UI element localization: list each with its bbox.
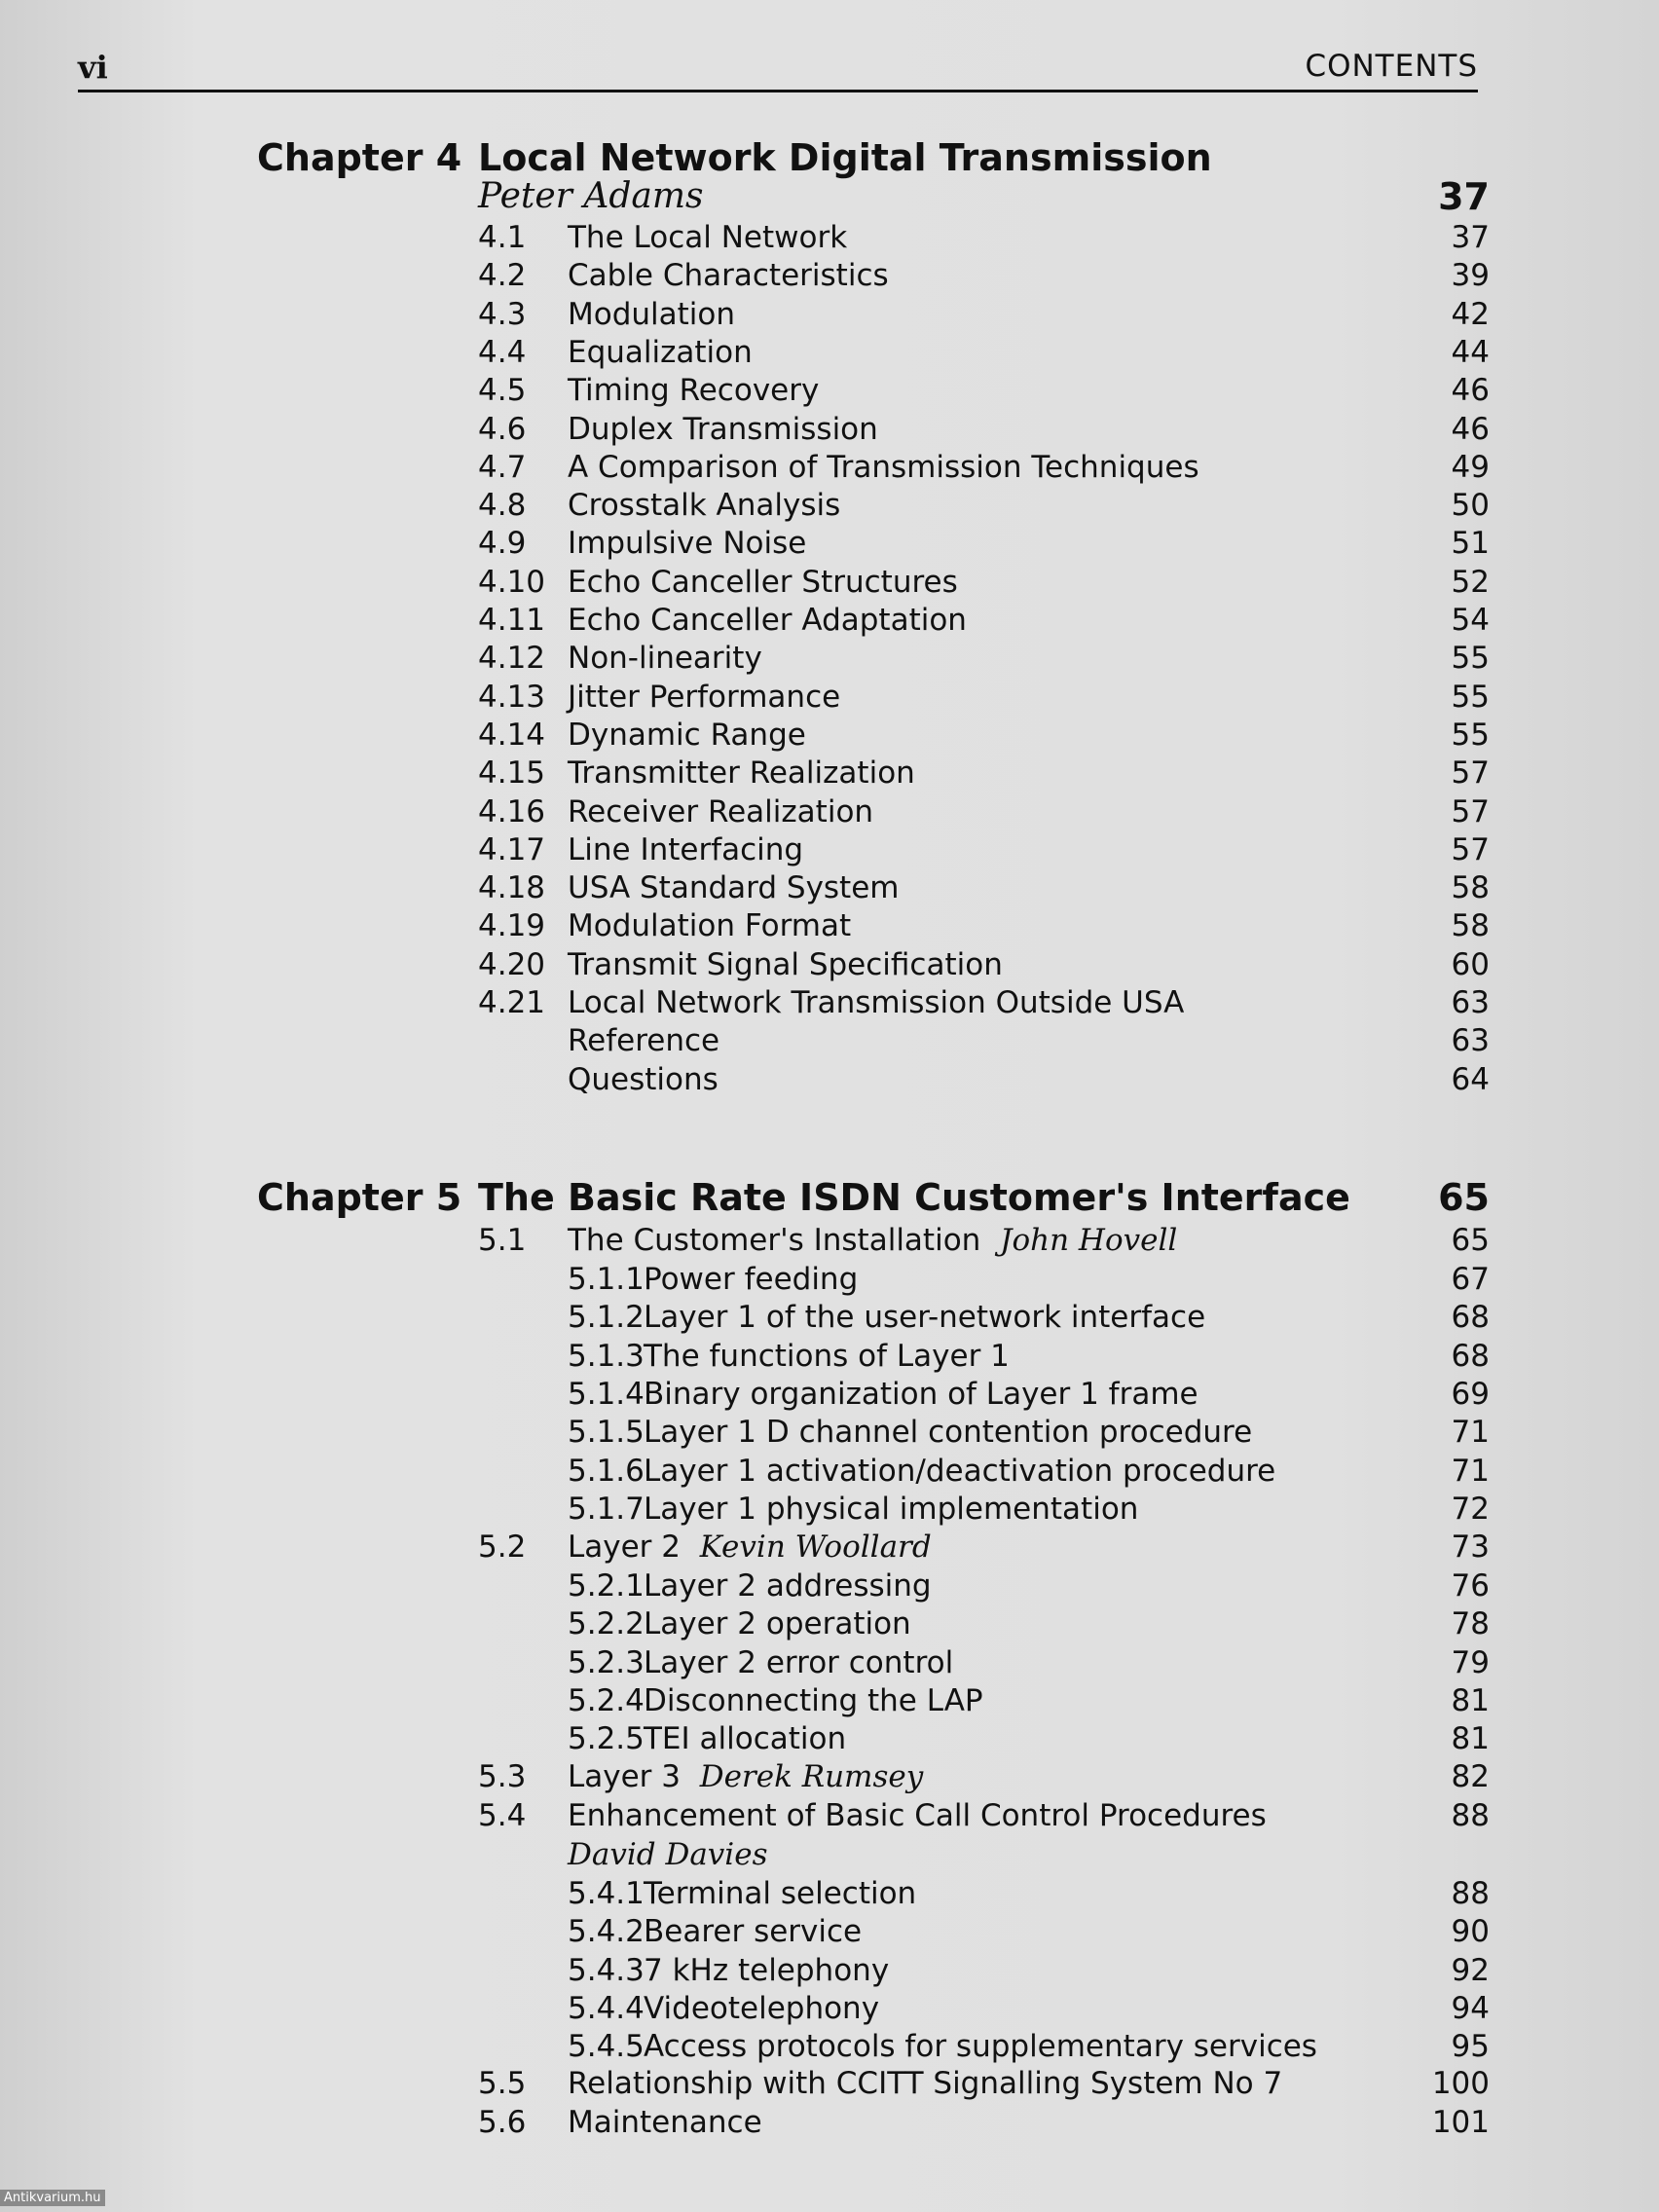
entry-page: 55 [1451, 641, 1490, 677]
entry-page: 52 [1451, 564, 1490, 600]
entry-page: 67 [1451, 1262, 1490, 1297]
entry-number: 5.5 [478, 2066, 527, 2101]
entry-page: 82 [1451, 1759, 1490, 1794]
toc-entry-author-row [0, 1835, 1659, 1874]
toc-subentry [0, 1874, 1659, 1913]
entry-title: Modulation [568, 296, 736, 332]
entry-title: Modulation Format [568, 908, 852, 944]
entry-number: 5.2.5 [568, 1721, 645, 1757]
toc-subentry [0, 1375, 1659, 1414]
toc-entry [0, 218, 1659, 257]
toc-entry [0, 716, 1659, 755]
entry-number: 5.4.5 [568, 2029, 645, 2065]
entry-title: Maintenance [568, 2105, 762, 2140]
toc-subentry [0, 1452, 1659, 1491]
entry-title: Bearer service [644, 1914, 863, 1950]
entry-title: Layer 2 Kevin Woollard [568, 1530, 932, 1565]
entry-page: 88 [1451, 1876, 1490, 1911]
entry-page: 65 [1451, 1223, 1490, 1258]
entry-page: 63 [1451, 985, 1490, 1020]
toc-entry [0, 2064, 1659, 2103]
entry-page: 94 [1451, 1990, 1490, 2026]
entry-title: Transmit Signal Specification [568, 946, 1003, 982]
entry-number: 4.2 [478, 258, 527, 294]
entry-page: 58 [1451, 908, 1490, 944]
entry-title: The Local Network [568, 220, 848, 255]
entry-title: Access protocols for supplementary services [644, 2029, 1317, 2065]
chapter-title: Local Network Digital Transmission [478, 136, 1212, 179]
chapter-page: 37 [1438, 175, 1490, 218]
entry-number: 4.5 [478, 373, 527, 409]
entry-title: Layer 1 D channel contention procedure [644, 1415, 1253, 1451]
entry-number: 4.3 [478, 296, 527, 332]
entry-page: 71 [1451, 1453, 1490, 1489]
entry-page: 68 [1451, 1300, 1490, 1336]
entry-title: Line Interfacing [568, 831, 804, 867]
entry-number: 4.1 [478, 220, 527, 255]
chapter-label: Chapter 5 [257, 1176, 462, 1219]
entry-page: 90 [1451, 1914, 1490, 1950]
toc-entry [0, 1221, 1659, 1260]
chapter-author-row [0, 177, 1659, 216]
entry-page: 88 [1451, 1798, 1490, 1833]
entry-title: Echo Canceller Adaptation [568, 603, 967, 638]
toc-subentry [0, 1643, 1659, 1682]
toc-entry [0, 410, 1659, 449]
entry-number: 4.19 [478, 908, 546, 944]
entry-title: Reference [568, 1023, 720, 1059]
entry-page: 71 [1451, 1415, 1490, 1451]
entry-title: A Comparison of Transmission Techniques [568, 449, 1199, 485]
entry-title: Power feeding [644, 1262, 859, 1297]
entry-number: 4.12 [478, 641, 546, 677]
entry-title: The Customer's Installation John Hovell [568, 1223, 1178, 1258]
entry-number: 4.14 [478, 717, 546, 753]
entry-number: 4.6 [478, 411, 527, 447]
entry-page: 42 [1451, 296, 1490, 332]
entry-title: Cable Characteristics [568, 258, 889, 294]
entry-title: Disconnecting the LAP [644, 1682, 983, 1718]
entry-page: 100 [1431, 2066, 1490, 2101]
toc-entry [0, 1060, 1659, 1099]
entry-page: 57 [1451, 756, 1490, 792]
entry-number: 5.3 [478, 1759, 527, 1794]
entry-title: TEI allocation [644, 1721, 847, 1757]
entry-page: 63 [1451, 1023, 1490, 1059]
entry-title: Dynamic Range [568, 717, 806, 753]
toc-entry [0, 295, 1659, 334]
entry-number: 4.4 [478, 334, 527, 370]
toc-subentry [0, 1260, 1659, 1299]
entry-title: The functions of Layer 1 [644, 1338, 1010, 1374]
entry-number: 5.1.4 [568, 1376, 645, 1412]
page-number: vi [78, 49, 108, 86]
entry-number: 5.4 [478, 1798, 527, 1833]
entry-page: 60 [1451, 946, 1490, 982]
entry-title: Local Network Transmission Outside USA [568, 985, 1185, 1020]
toc-entry [0, 448, 1659, 487]
entry-title: Terminal selection [644, 1876, 917, 1911]
entry-title: Jitter Performance [568, 679, 841, 715]
toc-entry [0, 1528, 1659, 1567]
entry-number: 4.15 [478, 756, 546, 792]
chapter-author: Peter Adams [478, 176, 704, 216]
entry-page: 46 [1451, 411, 1490, 447]
entry-title: Layer 2 error control [644, 1644, 954, 1680]
entry-page: 79 [1451, 1644, 1490, 1680]
toc-entry [0, 333, 1659, 372]
toc-entry [0, 2103, 1659, 2142]
toc-entry [0, 830, 1659, 869]
toc-entry [0, 1796, 1659, 1835]
entry-page: 57 [1451, 793, 1490, 830]
toc-subentry [0, 1490, 1659, 1529]
toc-entry [0, 639, 1659, 678]
entry-number: 5.2.3 [568, 1644, 645, 1680]
entry-page: 81 [1451, 1721, 1490, 1757]
entry-number: 5.4.2 [568, 1914, 645, 1950]
entry-title: Receiver Realization [568, 793, 874, 830]
entry-page: 44 [1451, 334, 1490, 370]
entry-number: 5.1.6 [568, 1453, 645, 1489]
entry-author: John Hovell [1000, 1223, 1178, 1258]
toc-entry [0, 906, 1659, 945]
toc-subentry [0, 1413, 1659, 1452]
entry-page: 46 [1451, 373, 1490, 409]
toc-entry [0, 868, 1659, 907]
entry-page: 55 [1451, 717, 1490, 753]
entry-number: 4.16 [478, 793, 546, 830]
entry-number: 5.1.2 [568, 1300, 645, 1336]
entry-number: 5.1.3 [568, 1338, 645, 1374]
entry-page: 95 [1451, 2029, 1490, 2065]
entry-number: 4.21 [478, 985, 546, 1020]
entry-page: 78 [1451, 1606, 1490, 1642]
entry-number: 5.2.2 [568, 1606, 645, 1642]
toc-subentry [0, 1567, 1659, 1605]
entry-page: 76 [1451, 1568, 1490, 1604]
toc-entry [0, 1757, 1659, 1796]
entry-author: Derek Rumsey [699, 1759, 924, 1794]
entry-page: 69 [1451, 1376, 1490, 1412]
entry-title: Transmitter Realization [568, 756, 915, 792]
entry-page: 92 [1451, 1952, 1490, 1988]
toc-entry [0, 945, 1659, 984]
entry-number: 4.13 [478, 679, 546, 715]
entry-page: 39 [1451, 258, 1490, 294]
entry-number: 4.10 [478, 564, 546, 600]
toc-subentry [0, 1604, 1659, 1643]
page-header [78, 43, 1478, 92]
entry-page: 37 [1451, 220, 1490, 255]
entry-title: 7 kHz telephony [644, 1952, 890, 1988]
entry-page: 72 [1451, 1491, 1490, 1527]
toc-subentry [0, 1681, 1659, 1720]
entry-title: Layer 1 physical implementation [644, 1491, 1139, 1527]
entry-number: 4.18 [478, 870, 546, 906]
toc-entry [0, 371, 1659, 410]
entry-title: Videotelephony [644, 1990, 880, 2026]
toc-entry [0, 601, 1659, 640]
entry-number: 5.2.1 [568, 1568, 645, 1604]
entry-title: Equalization [568, 334, 753, 370]
entry-number: 5.1 [478, 1223, 527, 1258]
chapter-heading [0, 138, 1659, 177]
running-title: CONTENTS [1305, 49, 1478, 84]
entry-title: Crosstalk Analysis [568, 488, 841, 524]
entry-title: Echo Canceller Structures [568, 564, 958, 600]
entry-number: 4.11 [478, 603, 546, 638]
toc-subentry [0, 1719, 1659, 1758]
entry-title: Layer 2 operation [644, 1606, 911, 1642]
entry-number: 4.17 [478, 831, 546, 867]
entry-page: 50 [1451, 488, 1490, 524]
entry-number: 4.7 [478, 449, 527, 485]
chapter-heading [0, 1178, 1659, 1217]
entry-author: David Davies [568, 1837, 768, 1872]
toc-entry [0, 1021, 1659, 1060]
entry-page: 55 [1451, 679, 1490, 715]
entry-title: Enhancement of Basic Call Control Procedures [568, 1798, 1267, 1833]
entry-number: 5.2 [478, 1530, 527, 1565]
entry-page: 57 [1451, 831, 1490, 867]
entry-number: 5.1.5 [568, 1415, 645, 1451]
entry-page: 64 [1451, 1061, 1490, 1097]
entry-title: Layer 1 of the user-network interface [644, 1300, 1206, 1336]
toc-entry [0, 754, 1659, 793]
entry-number: 5.1.7 [568, 1491, 645, 1527]
entry-title: Questions [568, 1061, 719, 1097]
site-watermark: Antikvarium.hu [0, 2190, 105, 2206]
entry-title: Duplex Transmission [568, 411, 878, 447]
entry-number: 5.4.1 [568, 1876, 645, 1911]
toc-entry [0, 524, 1659, 563]
toc-entry [0, 678, 1659, 717]
entry-page: 81 [1451, 1682, 1490, 1718]
entry-page: 101 [1431, 2105, 1490, 2140]
toc-subentry [0, 1298, 1659, 1337]
toc-subentry [0, 2027, 1659, 2066]
chapter-page: 65 [1438, 1176, 1490, 1219]
entry-number: 5.1.1 [568, 1262, 645, 1297]
entry-number: 5.2.4 [568, 1682, 645, 1718]
entry-author: Kevin Woollard [699, 1530, 932, 1565]
entry-title: Layer 1 activation/deactivation procedure [644, 1453, 1276, 1489]
entry-title: Relationship with CCITT Signalling System No 7 [568, 2066, 1283, 2101]
entry-number: 4.8 [478, 488, 527, 524]
entry-number: 5.6 [478, 2105, 527, 2140]
entry-page: 58 [1451, 870, 1490, 906]
entry-title: Non-linearity [568, 641, 762, 677]
entry-title: Binary organization of Layer 1 frame [644, 1376, 1198, 1412]
entry-number: 4.9 [478, 526, 527, 562]
toc-entry [0, 793, 1659, 831]
entry-page: 68 [1451, 1338, 1490, 1374]
entry-number: 4.20 [478, 946, 546, 982]
toc-subentry [0, 1989, 1659, 2028]
toc-entry [0, 486, 1659, 525]
toc-subentry [0, 1912, 1659, 1951]
entry-title: Impulsive Noise [568, 526, 807, 562]
toc-entry [0, 256, 1659, 295]
toc-entry [0, 983, 1659, 1022]
chapter-title: The Basic Rate ISDN Customer's Interface [478, 1176, 1350, 1219]
entry-page: 54 [1451, 603, 1490, 638]
chapter-label: Chapter 4 [257, 136, 462, 179]
entry-page: 51 [1451, 526, 1490, 562]
entry-number: 5.4.3 [568, 1952, 645, 1988]
toc-subentry [0, 1337, 1659, 1376]
entry-title: USA Standard System [568, 870, 900, 906]
entry-title: Layer 2 addressing [644, 1568, 932, 1604]
entry-page: 49 [1451, 449, 1490, 485]
entry-title: Timing Recovery [568, 373, 820, 409]
entry-title: Layer 3 Derek Rumsey [568, 1759, 924, 1794]
toc-subentry [0, 1951, 1659, 1990]
toc-entry [0, 563, 1659, 602]
entry-number: 5.4.4 [568, 1990, 645, 2026]
entry-page: 73 [1451, 1530, 1490, 1565]
